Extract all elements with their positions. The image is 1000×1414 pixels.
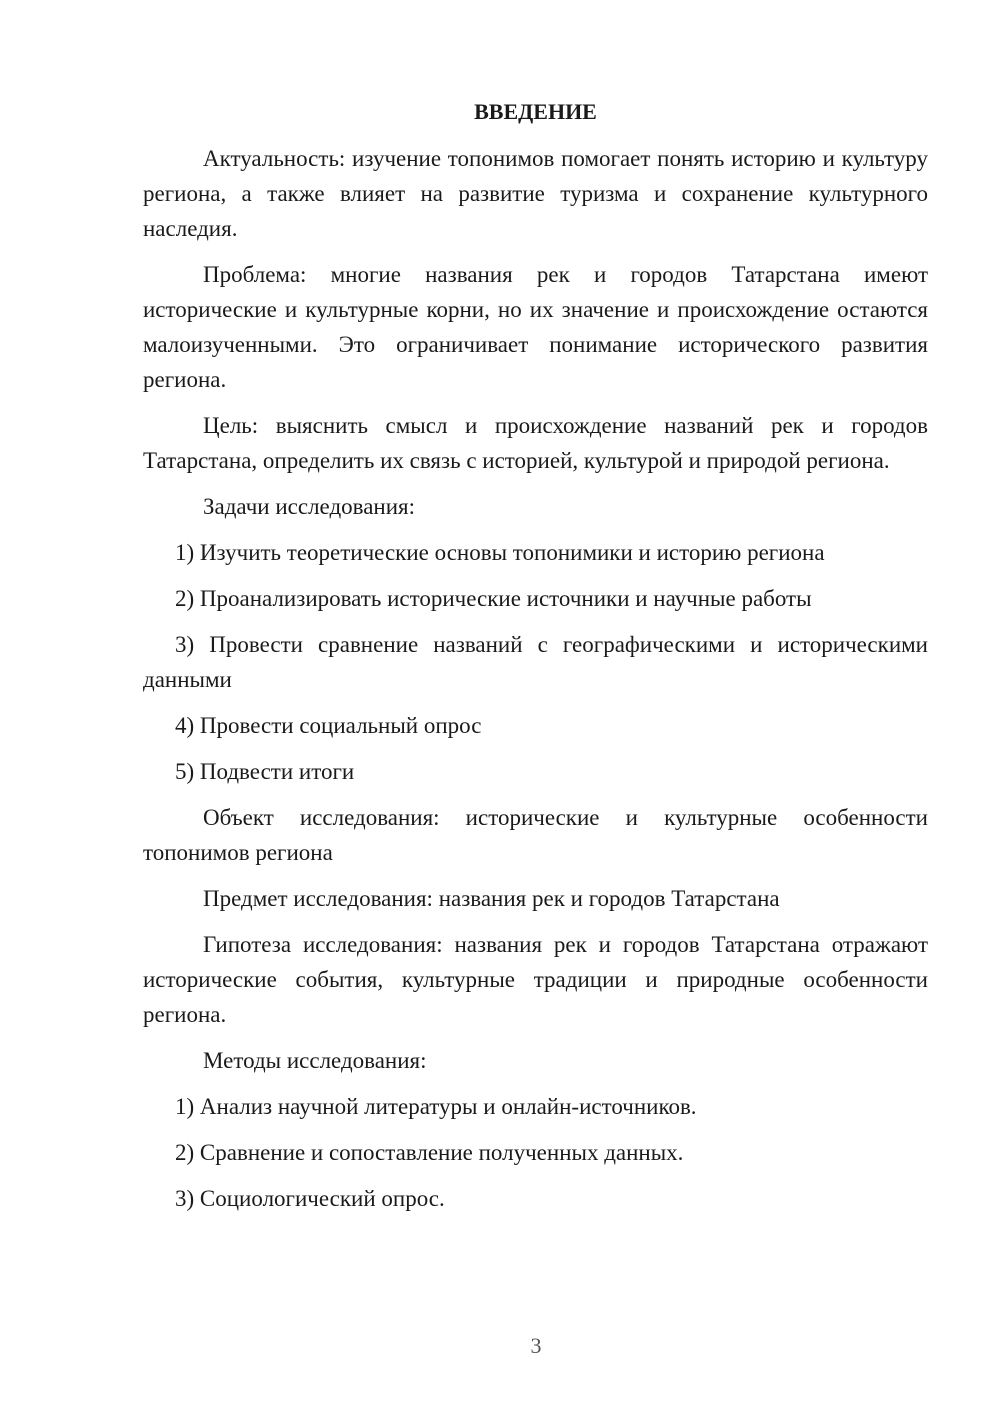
tasks-heading: Задачи исследования: (203, 494, 416, 519)
object-paragraph: Объект исследования: исторические и культурные особенности топонимов региона (143, 805, 928, 865)
subject-paragraph: Предмет исследования: названия рек и городов Татарстана (203, 886, 780, 911)
document-body (143, 94, 928, 1227)
tasks-list (143, 535, 928, 789)
hypothesis-paragraph: Гипотеза исследования: названия рек и городов Татарстана отражают исторические события, культурные традиции и природные особенности региона. (143, 932, 928, 1027)
task-item: 3) Провести сравнение названий с географическими и историческими данными (143, 632, 928, 692)
method-item: 3) Социологический опрос. (175, 1186, 445, 1211)
problem-paragraph: Проблема: многие названия рек и городов Татарстана имеют исторические и культурные корни, но их значение и происхождение остаются малоизученными. Это ограничивает понимание исторического развития региона. (143, 262, 928, 392)
goal-paragraph: Цель: выяснить смысл и происхождение названий рек и городов Татарстана, определить их связь с историей, культурой и природой региона. (143, 413, 928, 473)
task-item: 5) Подвести итоги (175, 759, 355, 784)
task-item: 2) Проанализировать исторические источники и научные работы (175, 586, 812, 611)
task-item: 1) Изучить теоретические основы топонимики и историю региона (175, 540, 825, 565)
section-title: ВВЕДЕНИЕ (474, 99, 597, 124)
method-item: 2) Сравнение и сопоставление полученных данных. (175, 1140, 684, 1165)
page-number: 3 (530, 1333, 542, 1358)
task-item: 4) Провести социальный опрос (175, 713, 482, 738)
methods-list (143, 1089, 928, 1216)
method-item: 1) Анализ научной литературы и онлайн-источников. (175, 1094, 697, 1119)
methods-heading: Методы исследования: (203, 1048, 427, 1073)
relevance-paragraph: Актуальность: изучение топонимов помогает понять историю и культуру региона, а также влияет на развитие туризма и сохранение культурного наследия. (143, 146, 928, 241)
